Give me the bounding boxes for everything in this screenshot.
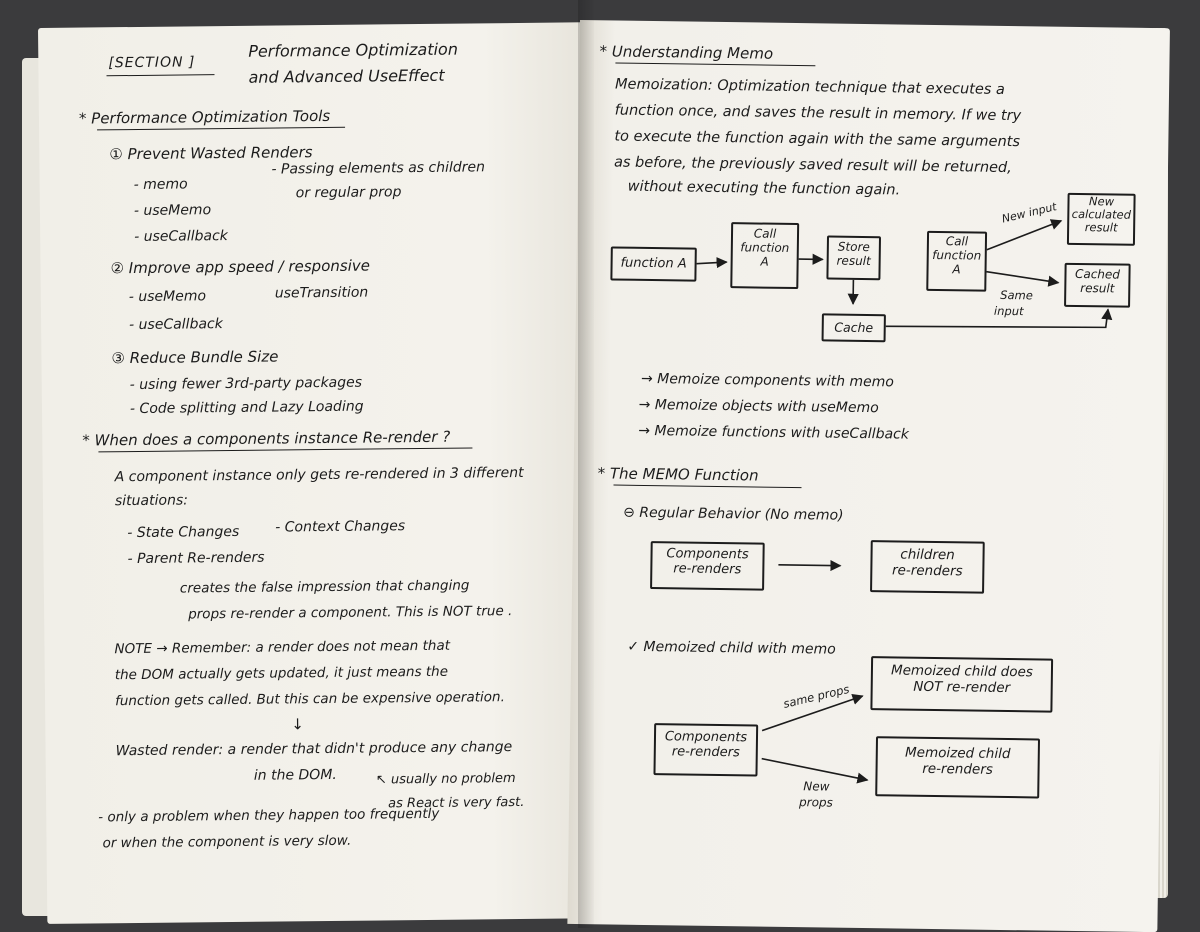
memoize-item-3: → Memoize functions with useCallback <box>638 423 909 443</box>
new-calculated-line-1: New <box>1069 195 1133 209</box>
same-input-line-1: Same <box>1000 288 1033 302</box>
store-result-line-1: Store <box>829 240 879 254</box>
item-1: ① Prevent Wasted Renders <box>109 143 312 163</box>
rerender-line-2: situations: <box>115 492 188 509</box>
same-input-line-2: input <box>994 304 1024 318</box>
right-page <box>567 20 1170 932</box>
context-changes: - Context Changes <box>275 518 405 535</box>
new-props-line-1: New <box>803 779 829 793</box>
call-function-a-2-line-1: Call <box>929 235 985 250</box>
memoized-no-rerender-line-1: Memoized child does <box>873 663 1051 681</box>
note-line-2: the DOM actually gets updated, it just means the <box>115 664 448 683</box>
components-rerenders-line-2: re-renders <box>652 562 762 578</box>
cached-result-line-1: Cached <box>1066 268 1128 283</box>
wasted-render-line-2: in the DOM. <box>254 767 337 784</box>
cache-label: Cache <box>824 315 884 340</box>
usually-line-2: as React is very fast. <box>388 795 524 811</box>
memoized-child-heading: ✓ Memoized child with memo <box>627 639 836 658</box>
regular-behavior: ⊖ Regular Behavior (No memo) <box>623 505 844 524</box>
item-1-side-1: - Passing elements as children <box>271 159 485 177</box>
components-rerenders-2-line-2: re-renders <box>656 745 756 761</box>
rerender-line-1: A component instance only gets re-rendered in 3 different <box>115 465 524 485</box>
impression-line-2: props re-render a component. This is NOT true . <box>188 603 512 622</box>
item-1-sub-3: - useCallback <box>134 228 228 245</box>
components-rerenders-2-line-1: Components <box>656 730 756 746</box>
usually-line-1: ↖ usually no problem <box>376 771 516 787</box>
note-line-1: NOTE → Remember: a render does not mean that <box>114 638 450 658</box>
impression-line-1: creates the false impression that changing <box>180 578 470 597</box>
understanding-memo-heading: * Understanding Memo <box>599 42 773 62</box>
store-result-line-2: result <box>829 254 879 268</box>
new-props-line-2: props <box>799 795 833 809</box>
memoized-rerenders-line-2: re-renders <box>877 761 1037 779</box>
section-title-line-1: Performance Optimization <box>248 40 458 61</box>
new-input-label: New input <box>1001 200 1058 225</box>
memoization-line-3: to execute the function again with the same arguments <box>614 128 1020 150</box>
memoization-line-1: Memoization: Optimization technique that executes a <box>615 76 1005 97</box>
item-3-sub-2: - Code splitting and Lazy Loading <box>130 399 364 417</box>
tools-heading-underline <box>97 127 345 131</box>
state-changes: - State Changes <box>127 524 239 541</box>
item-2-side: useTransition <box>275 285 369 302</box>
cached-result-line-2: result <box>1066 282 1128 297</box>
problem-line-1: - only a problem when they happen too frequently <box>98 806 439 826</box>
call-function-a-2-line-3: A <box>928 262 984 277</box>
function-a-label: function A <box>612 248 694 279</box>
memo-function-heading: * The MEMO Function <box>598 464 759 484</box>
item-1-side-2: or regular prop <box>296 184 402 201</box>
memoize-item-2: → Memoize objects with useMemo <box>639 397 879 416</box>
item-1-sub-1: - memo <box>134 176 188 193</box>
notebook-spine-shadow <box>578 0 594 928</box>
left-page <box>38 22 603 924</box>
wasted-render-line-1: Wasted render: a render that didn't produce any change <box>115 739 512 759</box>
section-tag: [SECTION ] <box>108 54 195 71</box>
call-function-a-line-1: Call <box>733 227 797 242</box>
memoization-line-4: as before, the previously saved result will be returned, <box>614 154 1012 176</box>
new-calculated-line-2: calculated <box>1069 208 1133 222</box>
children-rerenders-line-1: children <box>872 547 982 564</box>
item-3-sub-1: - using fewer 3rd-party packages <box>130 375 362 393</box>
memoization-line-5: without executing the function again. <box>628 179 901 199</box>
memo-function-arrows <box>567 20 1170 932</box>
memoize-item-1: → Memoize components with memo <box>641 371 894 391</box>
section-title-line-2: and Advanced UseEffect <box>248 66 444 87</box>
call-function-a-line-3: A <box>733 255 797 270</box>
memoized-no-rerender-line-2: NOT re-render <box>873 679 1051 697</box>
children-rerenders-line-2: re-renders <box>872 563 982 580</box>
item-2-sub-1: - useMemo <box>129 288 206 305</box>
item-3: ③ Reduce Bundle Size <box>111 348 278 368</box>
item-2-sub-2: - useCallback <box>129 316 223 333</box>
section-tag-underline <box>106 74 214 76</box>
note-line-3: function gets called. But this can be expensive operation. <box>115 689 505 709</box>
rerender-heading: * When does a components instance Re-render ? <box>82 428 450 450</box>
call-function-a-2-line-2: function <box>929 249 985 264</box>
problem-line-2: or when the component is very slow. <box>102 833 351 852</box>
same-props-label: same props <box>782 682 851 711</box>
call-function-a-line-2: function <box>733 241 797 256</box>
item-1-sub-2: - useMemo <box>134 202 211 219</box>
memoized-rerenders-line-1: Memoized child <box>878 745 1038 763</box>
item-2: ② Improve app speed / responsive <box>110 257 370 278</box>
parent-rerenders: - Parent Re-renders <box>127 550 264 567</box>
memoization-line-2: function once, and saves the result in memory. If we try <box>615 102 1022 124</box>
new-calculated-line-3: result <box>1069 221 1133 235</box>
components-rerenders-line-1: Components <box>652 547 762 563</box>
down-arrow: ↓ <box>291 715 304 733</box>
tools-heading: * Performance Optimization Tools <box>79 107 330 128</box>
